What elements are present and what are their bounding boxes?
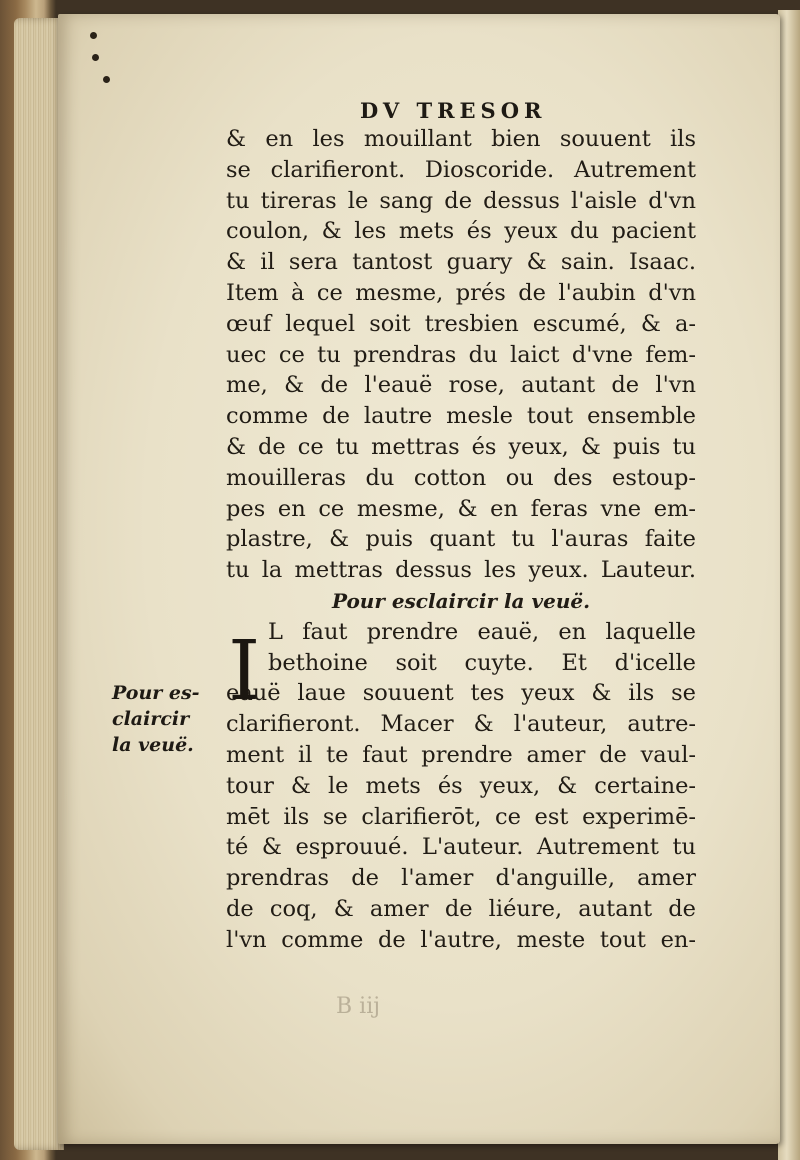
text-line: & en les mouillant bien souuent ils [226, 126, 696, 152]
text-line: me, & de l'eauë rose, autant de l'vn [226, 372, 696, 399]
margin-note-line: claircir [112, 708, 190, 730]
margin-note [112, 680, 222, 758]
signature-mark: B iij [336, 994, 381, 1019]
text-line: se clarifieront. Dioscoride. Autrement [226, 156, 696, 183]
page-edges [14, 18, 64, 1150]
text-line: œuf lequel soit tresbien escumé, & a- [226, 310, 696, 337]
text-line: tu la mettras dessus les yeux. Lauteur. [226, 557, 696, 584]
text-line: L faut prendre eauë, en laquelle [268, 618, 696, 645]
margin-note-line: Pour es- [112, 682, 200, 704]
text-line: tu tireras le sang de dessus l'aisle d'vn [226, 187, 696, 214]
text-line: té & esprouué. L'auteur. Autrement tu [226, 834, 696, 861]
text-line: plastre, & puis quant tu l'auras faite [226, 526, 696, 553]
text-line: mēt ils se clarifierōt, ce est experimē- [226, 803, 696, 830]
text-line: & de ce tu mettras és yeux, & puis tu [226, 433, 696, 460]
text-line: tour & le mets és yeux, & certaine- [226, 772, 696, 799]
text-line: uec ce tu prendras du laict d'vne fem- [226, 341, 696, 368]
ink-blot [90, 32, 97, 39]
running-head: DV TRESOR [360, 98, 547, 123]
section-heading: Pour esclaircir la veuë. [331, 588, 591, 613]
text-line: pes en ce mesme, & en feras vne em- [226, 495, 696, 522]
text-line: Item à ce mesme, prés de l'aubin d'vn [226, 279, 696, 306]
margin-note-line: la veuë. [112, 734, 194, 756]
text-line: de coq, & amer de liéure, autant de [226, 895, 696, 922]
text-line: & il sera tantost guary & sain. Isaac. [226, 249, 696, 276]
text-line: clarifieront. Macer & l'auteur, autre- [226, 711, 696, 738]
main-text-block [226, 124, 696, 956]
drop-cap: I [228, 624, 261, 719]
text-line: mouilleras du cotton ou des estoup- [226, 464, 696, 491]
text-line: bethoine soit cuyte. Et d'icelle [268, 649, 696, 676]
text-line: eauë laue souuent tes yeux & ils se [226, 680, 696, 707]
ink-blot [103, 76, 110, 83]
facing-page-edge [778, 10, 800, 1160]
text-line: ment il te faut prendre amer de vaul- [226, 741, 696, 768]
text-line: prendras de l'amer d'anguille, amer [226, 865, 696, 892]
text-line: comme de lautre mesle tout ensemble [226, 403, 696, 430]
text-line: coulon, & les mets és yeux du pacient [226, 218, 696, 245]
ink-blot [92, 54, 99, 61]
text-line: l'vn comme de l'autre, meste tout en- [226, 926, 696, 953]
